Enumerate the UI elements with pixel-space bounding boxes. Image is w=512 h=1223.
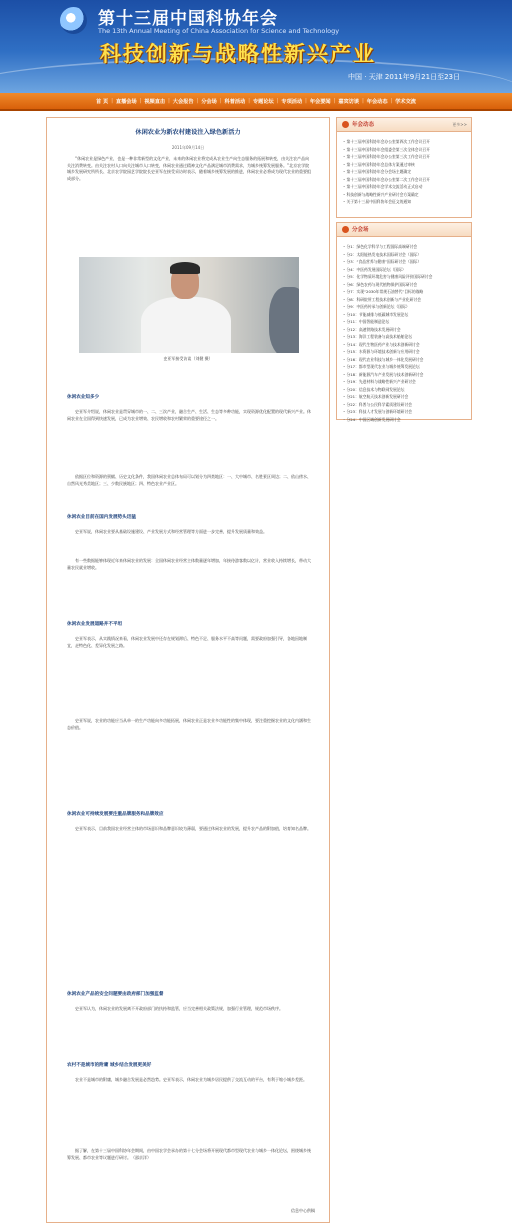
header-banner	[0, 0, 512, 93]
session-list-item[interactable]: • 分3：“食品营养与健康”国际研讨会（国际）	[343, 258, 467, 266]
session-list-item[interactable]: • 分17：都市型现代农业与城乡统筹发展论坛	[343, 363, 467, 371]
page-margin-right	[476, 109, 512, 1223]
nav-item-sessions[interactable]: 分会场	[201, 98, 217, 105]
article-paragraph: 农业不是城市的附庸，城乡融合发展是必然趋势。史亚军表示，休闲农业为城乡居民提供了交流互动的平台，有利于缩小城乡差距。	[75, 1077, 307, 1082]
session-list-item[interactable]: • 分7：实现“2030年常规石油替代”目标的战略	[343, 288, 467, 296]
nav-item-home[interactable]: 首 页	[96, 98, 109, 105]
news-list-item[interactable]: • 第十三届中国科协年会总体方案通过审核	[343, 161, 467, 169]
article-photo	[79, 257, 299, 353]
sessions-box	[336, 222, 472, 420]
session-list-item[interactable]: • 分2：太阳能热发电技术国际研讨会（国际）	[343, 251, 467, 259]
sessions-list	[337, 237, 471, 423]
article-paragraph: 史亚军表示，从实践情况来看，休闲农业发展中还存在规划滞后、特色不足、服务水平不高等问题，需要政府加强引导，各地因地制宜，走特色化、差异化发展之路。	[67, 636, 307, 648]
section-heading: 休闲农业目前在国内发展势头迅猛	[67, 515, 136, 520]
news-list-item[interactable]: • 第十三届中国科协年会组委会第三次全体会议召开	[343, 146, 467, 154]
session-list-item[interactable]: • 分14：现代生物医药产业与技术创新研讨会	[343, 341, 467, 349]
nav-item-reports[interactable]: 大会报告	[172, 98, 194, 105]
section-heading: 农村不是城市的附庸 城乡结合发展更美好	[67, 1063, 152, 1068]
session-list-item[interactable]: • 分16：现代农业科技与城乡一体化发展研讨会	[343, 356, 467, 364]
article-date: 2011年09月14日	[171, 145, 205, 150]
article-panel	[46, 117, 330, 1223]
nav-item-news[interactable]: 年会要闻	[309, 98, 331, 105]
site-slogan: 科技创新与战略性新兴产业	[100, 41, 376, 66]
news-list-item[interactable]: • 科技创新与战略性新兴产业研讨会方案确定	[343, 191, 467, 199]
section-heading: 休闲农业发展道路并不平坦	[67, 622, 123, 627]
site-title: 第十三届中国科协年会	[98, 9, 278, 29]
session-list-item[interactable]: • 分11：中国智能制造论坛	[343, 318, 467, 326]
photo-figure-body	[141, 297, 231, 353]
article-paragraph: 史亚军介绍说，休闲农业是贯穿城市的一、二、三次产业，融合生产、生活、生态等多种功能，实现资源优化配置的现代新兴产业。休闲农业在全国得到快速发展，已成为农业增效、农民增收和农村繁荣的重要途径之一。	[67, 409, 311, 421]
session-list-item[interactable]: • 分19：先进材料与战略性新兴产业研讨会	[343, 378, 467, 386]
news-list-item[interactable]: • 第十三届中国科协年会学术交流活动正式启动	[343, 183, 467, 191]
session-list-item[interactable]: • 分5：化学物质环境危害与健康风险评价国际研讨会	[343, 273, 467, 281]
session-list-item[interactable]: • 分8：科研院所工程技术创新与产业化研讨会	[343, 296, 467, 304]
nav-item-video[interactable]: 视频直击	[144, 98, 166, 105]
session-list-item[interactable]: • 分12：高速铁路技术发展研讨会	[343, 326, 467, 334]
article-source: 信息中心供稿	[291, 1208, 315, 1213]
nav-item-academic[interactable]: 学术交流	[395, 98, 416, 105]
article-paragraph: 有一些数据能够体现近年来休闲农业的发展：全国休闲农业经营主体数量逐年增加，年接待游客数以亿计，营业收入持续增长，带动大量农民就业增收。	[67, 558, 311, 570]
article-paragraph: 史亚军认为，休闲农业的发展离不开政府部门的扶持和监管，应当完善相关政策法规，加强行业管理，规范市场秩序。	[75, 1006, 283, 1011]
bullet-icon	[342, 226, 349, 233]
nav-item-forums[interactable]: 专题论坛	[252, 98, 274, 105]
bullet-icon	[342, 121, 349, 128]
section-heading: 休闲农业可持续发展要注重品牌服务和品牌效应	[67, 812, 164, 817]
session-list-item[interactable]: • 分13：海洋工程装备与高技术船舶论坛	[343, 333, 467, 341]
cast-logo-icon	[60, 7, 87, 34]
main-nav: 首 页 | 直播会场 | 视频直击 | 大会报告 | 分会场 | 科普活动 | 专题论坛 | 专项活动 | 年会要闻 | 嘉宾访谈 | 年会动态 | 学术交流	[0, 93, 512, 111]
nav-item-science-pop[interactable]: 科普活动	[224, 98, 246, 105]
session-list-item[interactable]: • 分20：信息技术与物联网发展论坛	[343, 386, 467, 394]
article-paragraph: 依据区位和资源的禀赋、历史文化条件，我国休闲农业总体布局可以划分为四类地区：一、大中城市、名胜景区周边；二、依山傍水、自然风光秀美地区；三、少数民族地区；四、特色农业产业区。	[67, 474, 311, 486]
sessions-box-title: 分会场	[352, 227, 369, 233]
section-heading: 休闲农业产品的安全问题要由政府部门加强监督	[67, 992, 164, 997]
nav-item-live[interactable]: 直播会场	[115, 98, 137, 105]
article-paragraph: 史亚军说，休闲农业要从基础设施建设、产业发展方式和经营管理等方面进一步完善，提升发展质量和效益。	[75, 529, 267, 534]
news-list-item[interactable]: • 第十三届中国科协年会办公室第四次工作会议召开	[343, 138, 467, 146]
session-list-item[interactable]: • 分4：中医药发展国际论坛（国际）	[343, 266, 467, 274]
photo-caption: 史亚军接受访谈（刘健 摄）	[163, 356, 213, 361]
session-list-item[interactable]: • 分18：新能源汽车产业发展与技术创新研讨会	[343, 371, 467, 379]
news-list-item[interactable]: • 关于第十三届中国科协年会征文的通知	[343, 198, 467, 206]
photo-figure-right	[269, 287, 299, 353]
article-paragraph: “休闲农业是绿色产业，也是一种非常新型的文化产业，未来的休闲农业将完成从农业生产向生态服务的拓展和转变，由关注农产品向关注消费转变。由关注农村人口向关注城市人口转变，休闲农业通过精神文化产品满足城市消费需求，为城乡统筹发展服务。”北京农学院城乡发展研究所所长、北京农学院园艺学院院长史亚军在接受采访时表示，随着城乡统筹发展的推进，休闲农业必将成为现代农业的重要组成部分。	[67, 156, 311, 181]
article-paragraph: 史亚军说，农业的功能应当从单一的生产功能向多功能拓展，休闲农业正是农业多功能性的集中体现，要注重挖掘农业的文化内涵和生态价值。	[67, 718, 311, 730]
nav-item-interviews[interactable]: 嘉宾访谈	[338, 98, 360, 105]
sessions-box-header	[337, 223, 471, 237]
session-list-item[interactable]: • 分15：水资源与环境技术创新与应用研讨会	[343, 348, 467, 356]
session-list-item[interactable]: • 分23：科技人才发展与创新环境研讨会	[343, 408, 467, 416]
photo-figure-hair	[170, 262, 200, 274]
nav-item-updates[interactable]: 年会动态	[366, 98, 388, 105]
news-list-item[interactable]: • 第十三届中国科协年会办公室第三次工作会议召开	[343, 153, 467, 161]
session-list-item[interactable]: • 分21：航空航天技术创新发展研讨会	[343, 393, 467, 401]
news-list-item[interactable]: • 第十三届中国科协年会分会场主题确定	[343, 168, 467, 176]
session-list-item[interactable]: • 分10：节能减排与低碳城市发展论坛	[343, 311, 467, 319]
article-paragraph: 史亚军表示，目前我国农业经营主体的市场意识和品牌意识较为薄弱，要通过休闲农业的发展，提升农产品的附加值，培育知名品牌。	[75, 826, 311, 831]
more-link[interactable]: 更多>>	[452, 122, 467, 127]
article-title: 休闲农业为新农村建设注入绿色新活力	[135, 129, 241, 136]
session-list-item[interactable]: • 分6：绿色农药与现代植物保护国际研讨会	[343, 281, 467, 289]
place-date: 中国 · 天津 2011年9月21日至23日	[348, 73, 460, 81]
news-list	[337, 132, 471, 206]
article-paragraph: 据了解，在第十三届中国科协年会期间，由中国农学会承办的第十七分会场将开展现代都市型现代农业与城乡一体化论坛，围绕城乡统筹发展、都市农业等议题进行研讨。（邵京洋）	[67, 1148, 311, 1160]
news-box	[336, 117, 472, 218]
news-list-item[interactable]: • 第十三届中国科协年会办公室第二次工作会议召开	[343, 176, 467, 184]
session-list-item[interactable]: • 分22：科普与公民科学素质建设研讨会	[343, 401, 467, 409]
news-box-title: 年会动态	[352, 122, 375, 128]
site-subtitle-en: The 13th Annual Meeting of China Association for Science and Technology	[98, 27, 340, 35]
nav-item-activities[interactable]: 专项活动	[281, 98, 303, 105]
session-list-item[interactable]: • 分9：中医药传承与创新论坛（国际）	[343, 303, 467, 311]
section-heading: 休闲农业知多少	[67, 395, 100, 400]
news-box-header	[337, 118, 471, 132]
page-margin-left	[0, 109, 40, 1223]
session-list-item[interactable]: • 分24：中国区域创新发展研讨会	[343, 416, 467, 424]
session-list-item[interactable]: • 分1：绿色化学科学与工程国际高端研讨会	[343, 243, 467, 251]
